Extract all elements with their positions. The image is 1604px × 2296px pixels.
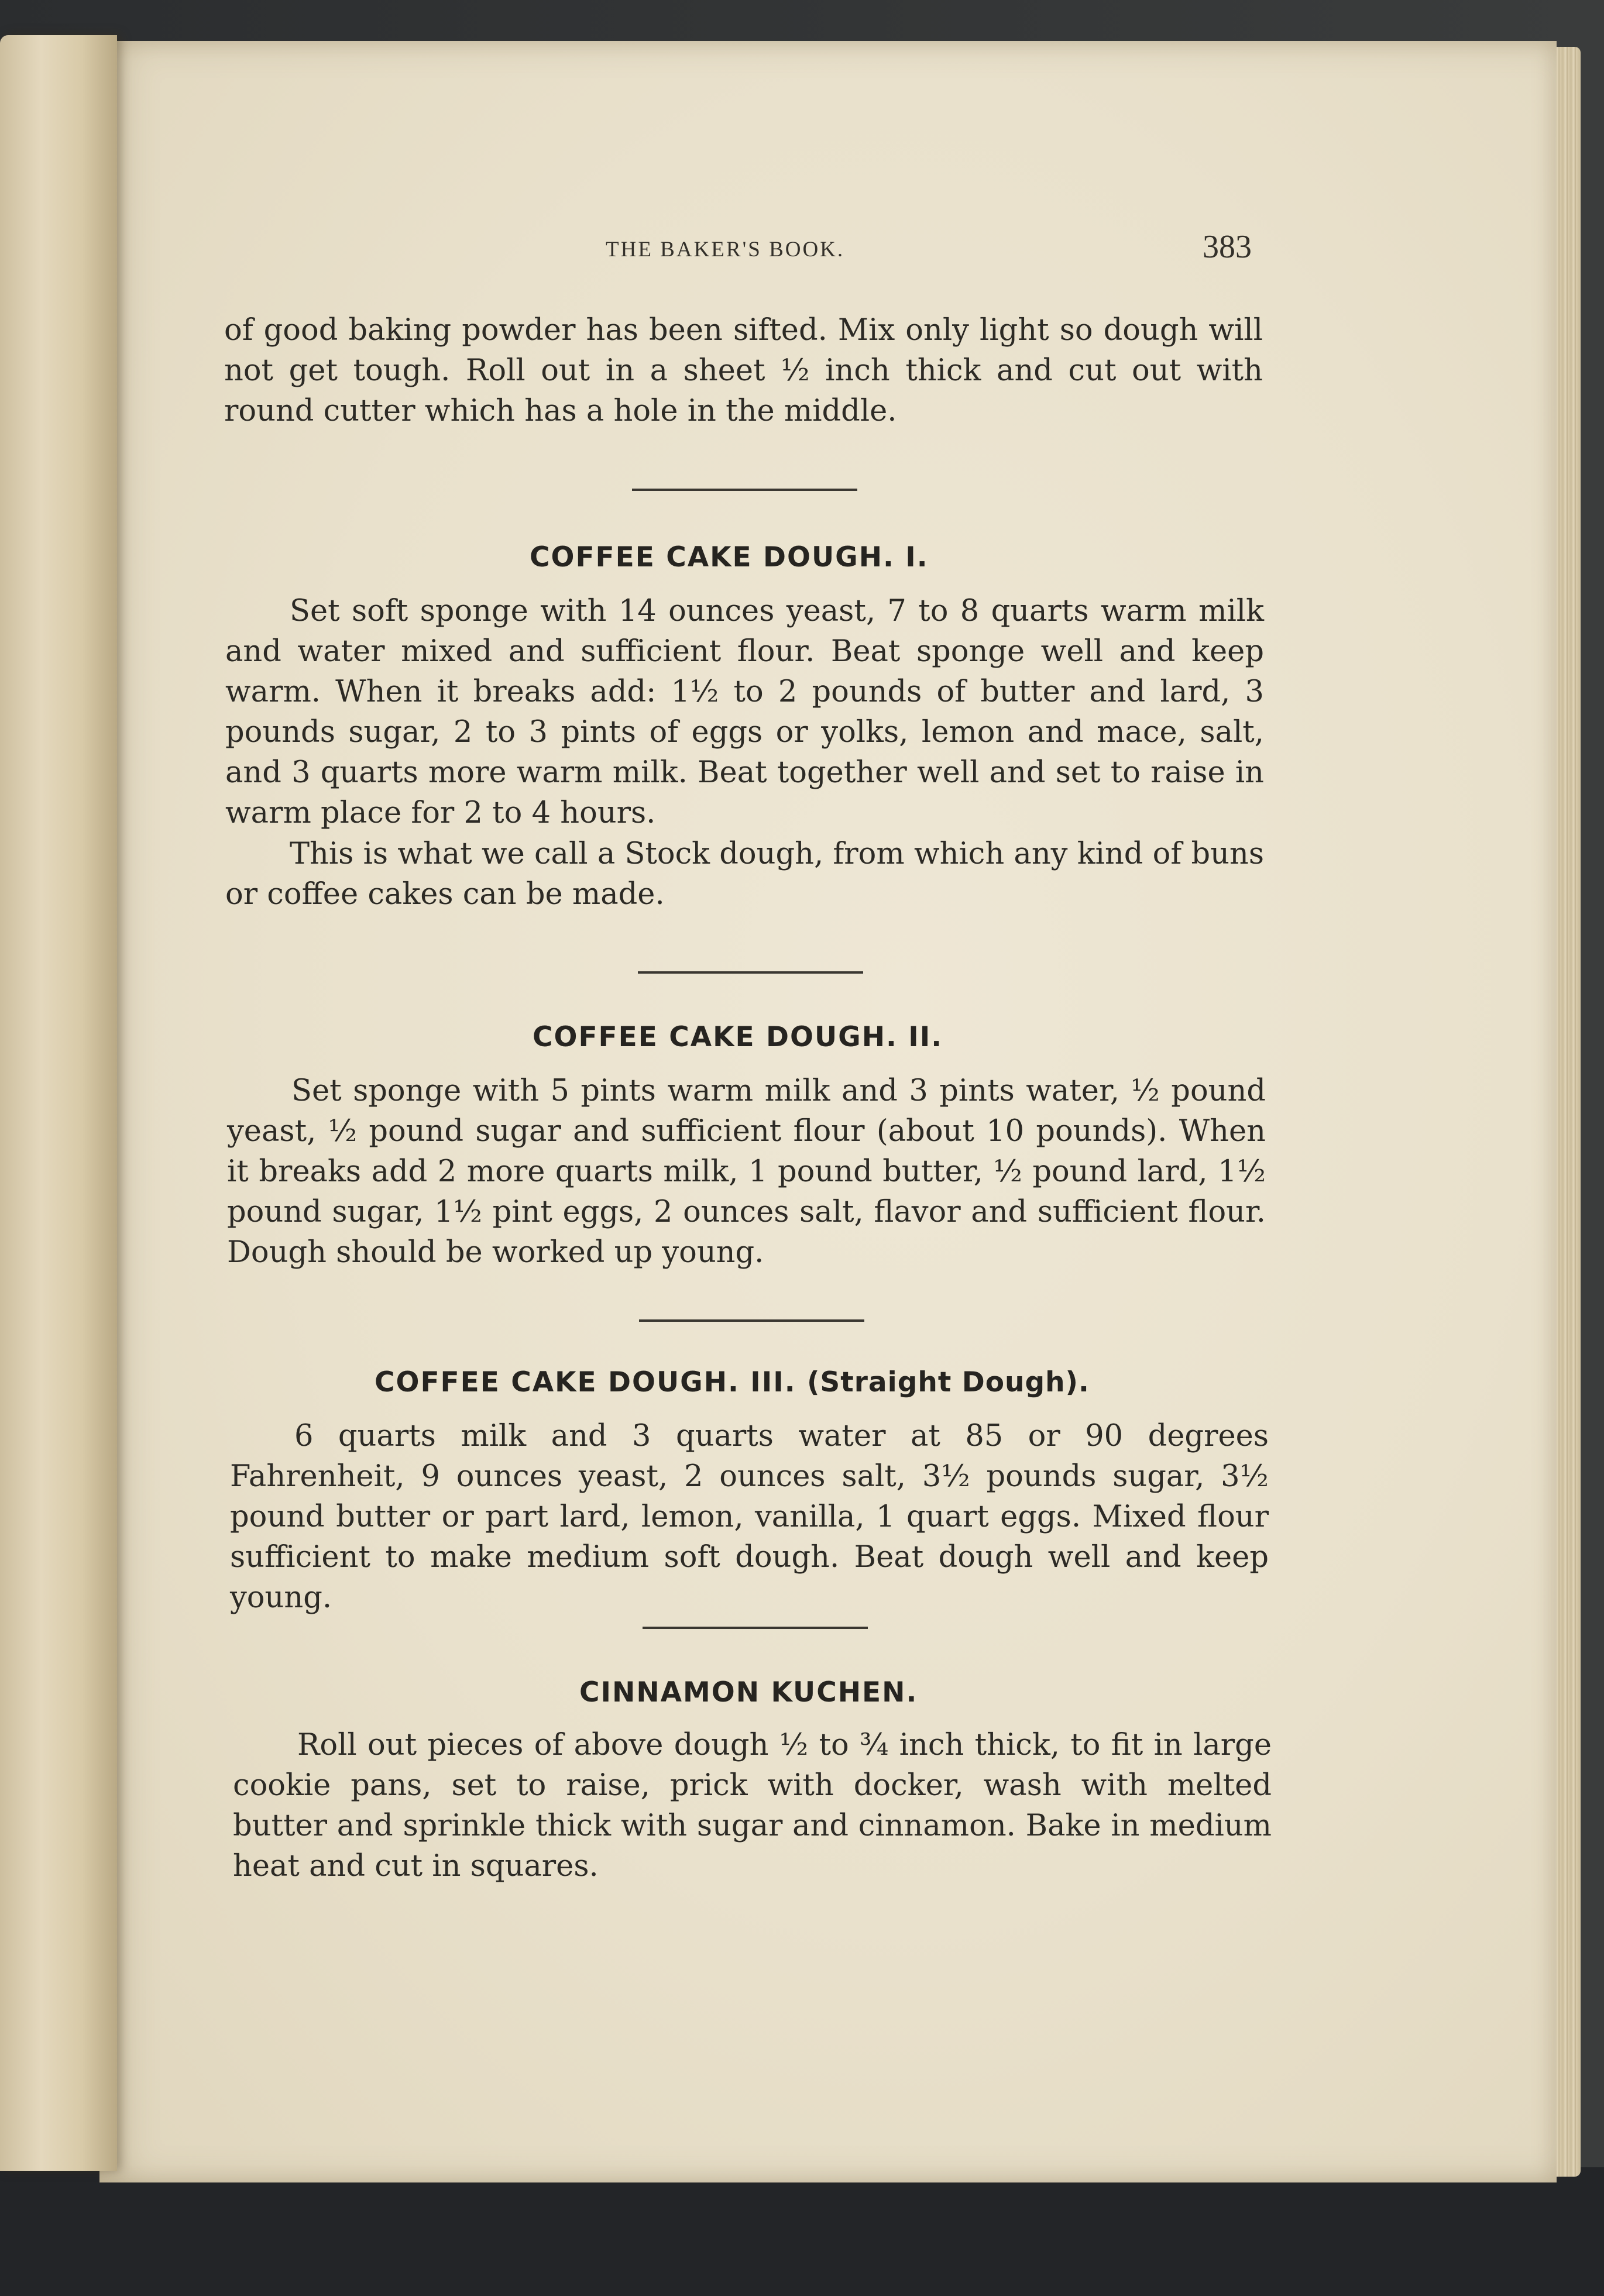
section-paragraph: Roll out pieces of above dough ½ to ¾ inch thick, to fit in large cookie pans, set to raise, prick with docker, wash with melted butter and sprinkle thick with sugar and cinnamon. Bake in medium heat and cut in squares.	[233, 1728, 1272, 1883]
section-paragraph: 6 quarts milk and 3 quarts water at 85 or 90 degrees Fahrenheit, 9 ounces yeast, 2 ounces salt, 3½ pounds sugar, 3½ pound butter or part lard, lemon, vanilla, 1 quart eggs. Mixed flour sufficient to make medium soft dough. Beat dough well and keep young.	[230, 1419, 1269, 1615]
section-paragraph: This is what we call a Stock dough, from which any kind of buns or coffee cakes can be made.	[225, 837, 1264, 912]
section-paragraph: Set soft sponge with 14 ounces yeast, 7 to 8 quarts warm milk and water mixed and sufficient flour. Beat sponge well and keep warm. When it breaks add: 1½ to 2 pounds of butter and lard, 3 pounds sugar, 2 to 3 pints of eggs or yolks, lemon and mace, salt, and 3 quarts more warm milk. Beat together well and set to raise in warm place for 2 to 4 hours.	[225, 594, 1264, 830]
section-divider	[632, 489, 857, 491]
intro-paragraph: of good baking powder has been sifted. Mix only light so dough will not get tough. Roll out in a sheet ½ inch thick and cut out with round cutter which has a hole in the middle.	[224, 313, 1263, 428]
running-head: THE BAKER'S BOOK.	[606, 238, 845, 262]
section-heading: COFFEE CAKE DOUGH. II.	[533, 1021, 943, 1053]
section-heading: CINNAMON KUCHEN.	[579, 1676, 918, 1709]
book-cover	[0, 2167, 1604, 2296]
section-heading	[375, 1366, 1090, 1398]
section-heading-note: (Straight Dough).	[806, 1366, 1090, 1398]
section-paragraph: Set sponge with 5 pints warm milk and 3 pints water, ½ pound yeast, ½ pound sugar and sufficient flour (about 10 pounds). When it breaks add 2 more quarts milk, 1 pound butter, ½ pound lard, 1½ pound sugar, 1½ pint eggs, 2 ounces salt, flavor and sufficient flour. Dough should be worked up young.	[227, 1074, 1266, 1270]
book-binding	[0, 35, 117, 2171]
section-heading-title: COFFEE CAKE DOUGH. III.	[375, 1366, 796, 1398]
page-number: 383	[1203, 229, 1252, 265]
section-divider	[643, 1627, 868, 1629]
section-divider	[638, 971, 863, 974]
section-heading: COFFEE CAKE DOUGH. I.	[530, 541, 929, 573]
section-divider	[639, 1319, 864, 1322]
